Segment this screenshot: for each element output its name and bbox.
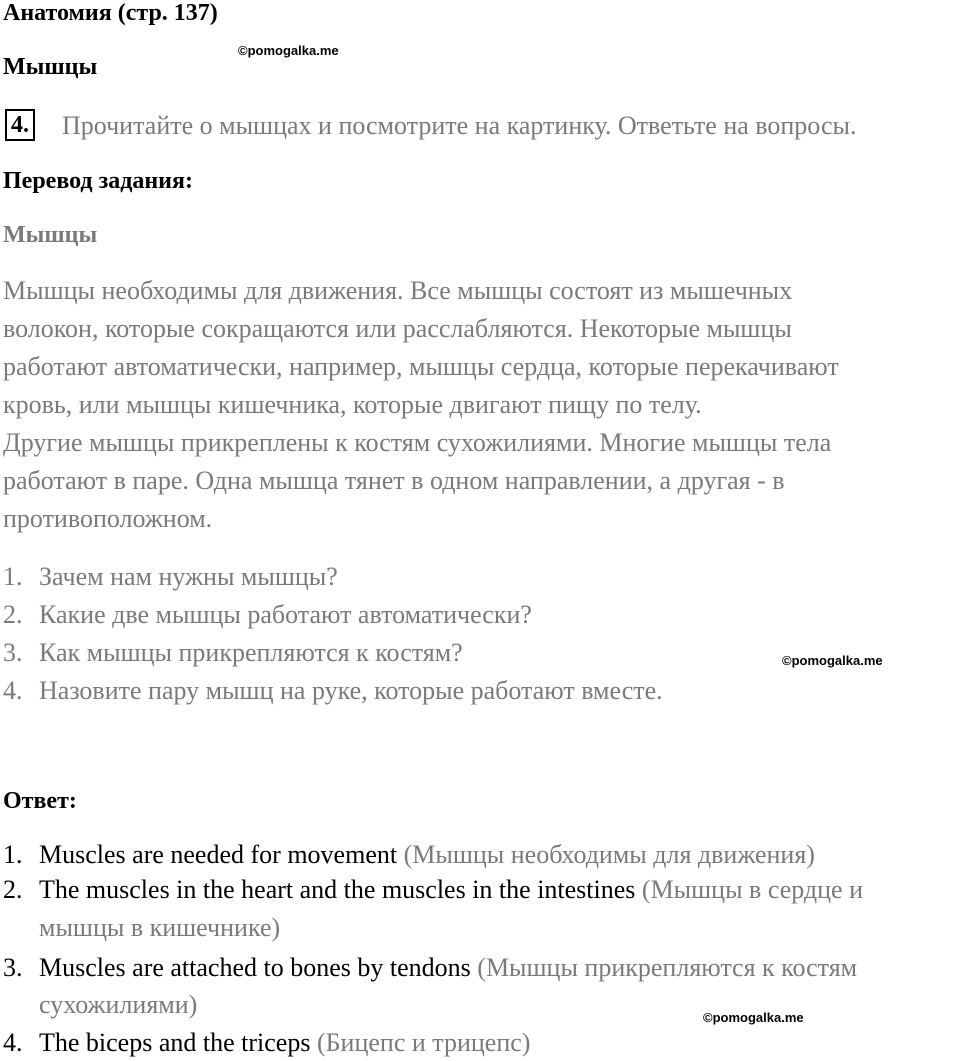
question-number: 3. [3,638,23,667]
question-number: 1. [3,562,23,591]
answer-russian-continued: мышцы в кишечнике) [39,913,281,942]
translation-paragraph [3,272,953,538]
answer-english: Muscles are attached to bones by tendons [39,953,471,982]
question-item [3,676,663,706]
answer-english: The muscles in the heart and the muscles in the intestines [39,875,636,904]
answer-number: 1. [3,840,23,869]
paragraph-line: работают в паре. Одна мышца тянет в одном направлении, а другая - в [3,466,785,495]
translation-text-title: Мышцы [3,222,98,248]
paragraph-line: Другие мышцы прикреплены к костям сухожилиями. Многие мышцы тела [3,428,832,457]
answer-english: Muscles are needed for movement [39,840,398,869]
answer-heading: Ответ: [3,788,77,814]
answer-number: 3. [3,953,23,982]
question-text: Как мышцы прикрепляются к костям? [39,638,463,667]
answer-russian: (Мышцы в сердце и [641,875,863,904]
answer-number: 2. [3,875,23,904]
paragraph-line: работают автоматически, например, мышцы сердца, которые перекачивают [3,352,839,381]
answer-russian: (Мышцы прикрепляются к костям [477,953,858,982]
section-subtitle: Мышцы [3,54,98,80]
answer-russian: (Мышцы необходимы для движения) [403,840,815,869]
paragraph-line: противоположном. [3,504,213,533]
question-text: Какие две мышцы работают автоматически? [39,600,532,629]
question-item [3,600,532,630]
watermark: ©pomogalka.me [238,43,339,58]
answer-russian-continued: сухожилиями) [39,990,198,1019]
question-number: 2. [3,600,23,629]
question-text: Зачем нам нужны мышцы? [39,562,338,591]
question-item [3,562,338,592]
task-instruction: Прочитайте о мышцах и посмотрите на картинку. Ответьте на вопросы. [62,111,857,140]
answer-item [3,953,857,983]
question-number: 4. [3,676,23,705]
paragraph-line: волокон, которые сокращаются или расслабляются. Некоторые мышцы [3,314,792,343]
answer-russian: (Бицепс и трицепс) [316,1028,531,1057]
watermark: ©pomogalka.me [782,653,883,668]
question-item [3,638,463,668]
paragraph-line: Мышцы необходимы для движения. Все мышцы состоят из мышечных [3,276,793,305]
answer-item [3,840,815,870]
answer-item [3,875,863,905]
task-number-box: 4. [5,109,35,141]
answer-number: 4. [3,1028,23,1057]
translation-heading: Перевод задания: [3,168,193,194]
page-title: Анатомия (стр. 137) [3,0,218,26]
paragraph-line: кровь, или мышцы кишечника, которые двигают пищу по телу. [3,390,702,419]
watermark: ©pomogalka.me [703,1010,804,1025]
question-text: Назовите пару мышц на руке, которые работают вместе. [39,676,663,705]
answer-item [3,1028,530,1058]
answer-english: The biceps and the triceps [39,1028,311,1057]
